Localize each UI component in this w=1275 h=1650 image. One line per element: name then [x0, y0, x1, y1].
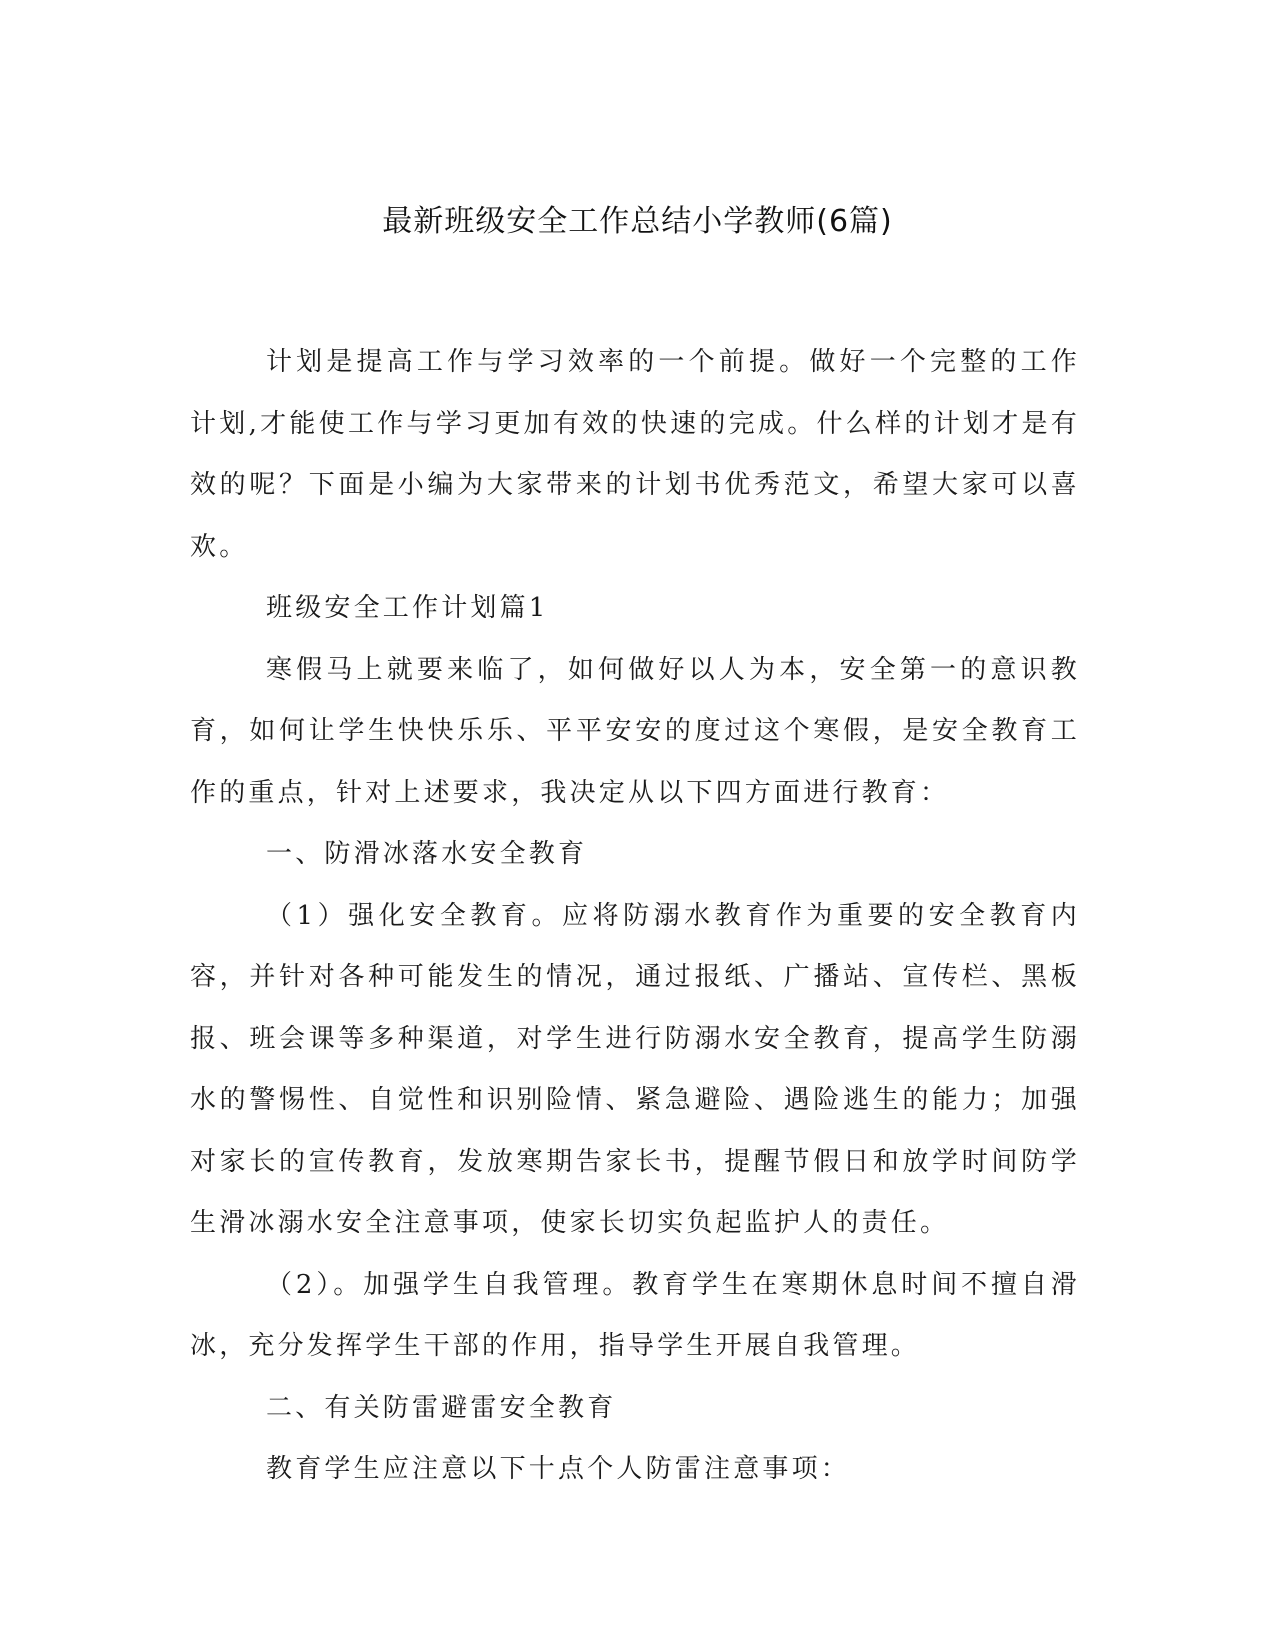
intro-paragraph: 计划是提高工作与学习效率的一个前提。做好一个完整的工作计划,才能使工作与学习更加有效的快速的完成。什么样的计划才是有效的呢？下面是小编为大家带来的计划书优秀范文，希望大家可以喜欢。 [190, 347, 1080, 562]
section-heading-ice-safety: 一、防滑冰落水安全教育 [266, 839, 588, 869]
document-title: 最新班级安全工作总结小学教师(6篇) [382, 204, 893, 239]
winter-break-paragraph: 寒假马上就要来临了，如何做好以人为本，安全第一的意识教育，如何让学生快快乐乐、平平安安的度过这个寒假，是安全教育工作的重点，针对上述要求，我决定从以下四方面进行教育： [190, 654, 1080, 808]
item-1-safety-education: （1）强化安全教育。应将防溺水教育作为重要的安全教育内容，并针对各种可能发生的情况，通过报纸、广播站、宣传栏、黑板报、班会课等多种渠道，对学生进行防溺水安全教育，提高学生防溺水的警惕性、自觉性和识别险情、紧急避险、遇险逃生的能力；加强对家长的宣传教育，发放寒期告家长书，提醒节假日和放学时间防学生滑冰溺水安全注意事项，使家长切实负起监护人的责任。 [190, 900, 1080, 1238]
document-body [190, 332, 1080, 1501]
section-heading-plan-1: 班级安全工作计划篇1 [266, 593, 549, 623]
item-2-self-management: （2）。加强学生自我管理。教育学生在寒期休息时间不擅自滑冰，充分发挥学生干部的作用，指导学生开展自我管理。 [190, 1269, 1080, 1361]
section-heading-lightning-safety: 二、有关防雷避雷安全教育 [266, 1392, 617, 1423]
lightning-intro-paragraph: 教育学生应注意以下十点个人防雷注意事项： [266, 1454, 851, 1484]
